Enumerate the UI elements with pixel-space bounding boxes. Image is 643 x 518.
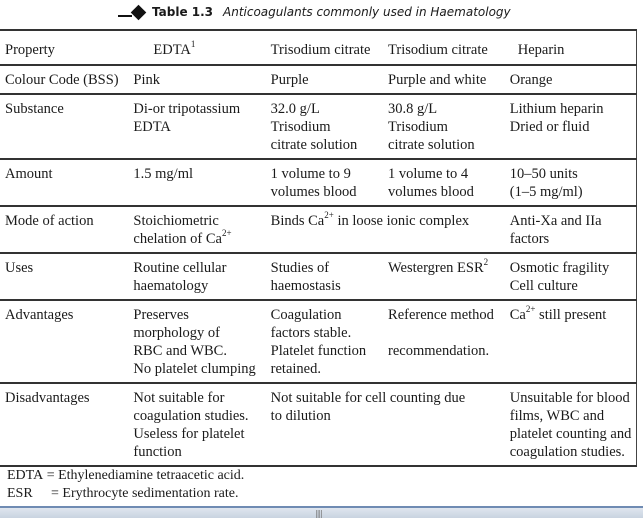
cell-edta: Stoichiometric chelation of $Ca^{2+}$: [133, 213, 232, 247]
table-row-disadvantages: [0, 383, 637, 466]
row-label: Uses: [5, 260, 34, 276]
table-row-amount: [0, 159, 637, 206]
scrollbar-grip-icon[interactable]: ||||: [315, 509, 322, 518]
cell-citrate-1: Purple: [270, 72, 309, 88]
cell-citrate-2: Purple and white: [388, 72, 487, 88]
cell-citrate-2: 30.8 g/L Trisodium citrate solution: [388, 101, 475, 153]
table-caption: [118, 2, 511, 22]
cell-citrate-2: Reference method recommendation.: [388, 307, 494, 359]
cell-edta: Not suitable for coagulation studies. Useless for platelet function: [133, 390, 249, 460]
cell-edta: Routine cellular haematology: [133, 260, 227, 294]
row-label: Substance: [5, 101, 64, 117]
table-row-advantages: [0, 300, 637, 383]
cell-edta: 1.5 mg/ml: [133, 166, 194, 182]
cell-heparin: Unsuitable for blood films, WBC and platelet counting and coagulation studies.: [509, 390, 632, 460]
cell-citrate-1: 32.0 g/L Trisodium citrate solution: [270, 101, 358, 153]
cell-heparin: Anti-Xa and IIa factors: [509, 213, 602, 247]
cell-citrate-merged: Binds $Ca^{2+}$ in loose ionic complex: [270, 210, 470, 229]
cell-heparin: $Ca^{2+}$ still present: [509, 304, 607, 323]
cell-citrate-1: Studies of haemostasis: [270, 260, 341, 294]
row-label: Mode of action: [5, 213, 94, 229]
footnote-edta: EDTA = Ethylenediamine tetraacetic acid.: [7, 468, 245, 483]
footnote-esr: ESR = Erythrocyte sedimentation rate.: [7, 486, 239, 501]
cell-citrate-2: Westergren ESR$^2$: [388, 257, 489, 276]
header-heparin: Heparin: [517, 41, 565, 58]
cell-citrate-merged: Not suitable for cell counting due to dilution: [270, 390, 466, 424]
horizontal-scrollbar[interactable]: [0, 506, 643, 518]
caption-rule: [118, 15, 132, 17]
table-title: Anticoagulants commonly used in Haematology: [223, 5, 511, 19]
row-label: Advantages: [5, 307, 74, 323]
table-row-mode: [0, 206, 637, 253]
cell-citrate-2: 1 volume to 4 volumes blood: [388, 166, 474, 200]
table-number: Table 1.3: [152, 5, 214, 19]
cell-heparin: Osmotic fragility Cell culture: [509, 260, 610, 294]
diamond-icon: [131, 4, 147, 20]
footnotes: [7, 467, 244, 503]
cell-edta: Di-or tripotassium EDTA: [133, 101, 241, 135]
row-label: Disadvantages: [5, 390, 90, 406]
header-citrate-2: Trisodium citrate: [388, 41, 488, 58]
table-header-row: [0, 31, 637, 65]
header-property: Property: [5, 41, 55, 58]
anticoagulants-table: [0, 31, 637, 467]
table-row-substance: [0, 94, 637, 159]
cell-citrate-1: Coagulation factors stable. Platelet function retained.: [270, 307, 367, 377]
cell-edta: Pink: [133, 72, 160, 88]
cell-citrate-1: 1 volume to 9 volumes blood: [270, 166, 357, 200]
cell-edta: Preserves morphology of RBC and WBC. No platelet clumping: [133, 307, 256, 377]
cell-heparin: Orange: [509, 72, 553, 88]
cell-heparin: 10–50 units (1–5 mg/ml): [509, 166, 583, 200]
header-citrate-1: Trisodium citrate: [270, 41, 371, 58]
row-label: Colour Code (BSS): [5, 72, 119, 88]
header-edta: EDTA$^1$: [153, 38, 196, 58]
table-row-colour: [0, 65, 637, 94]
table-row-uses: [0, 253, 637, 300]
cell-heparin: Lithium heparin Dried or fluid: [509, 101, 604, 135]
row-label: Amount: [5, 166, 53, 182]
